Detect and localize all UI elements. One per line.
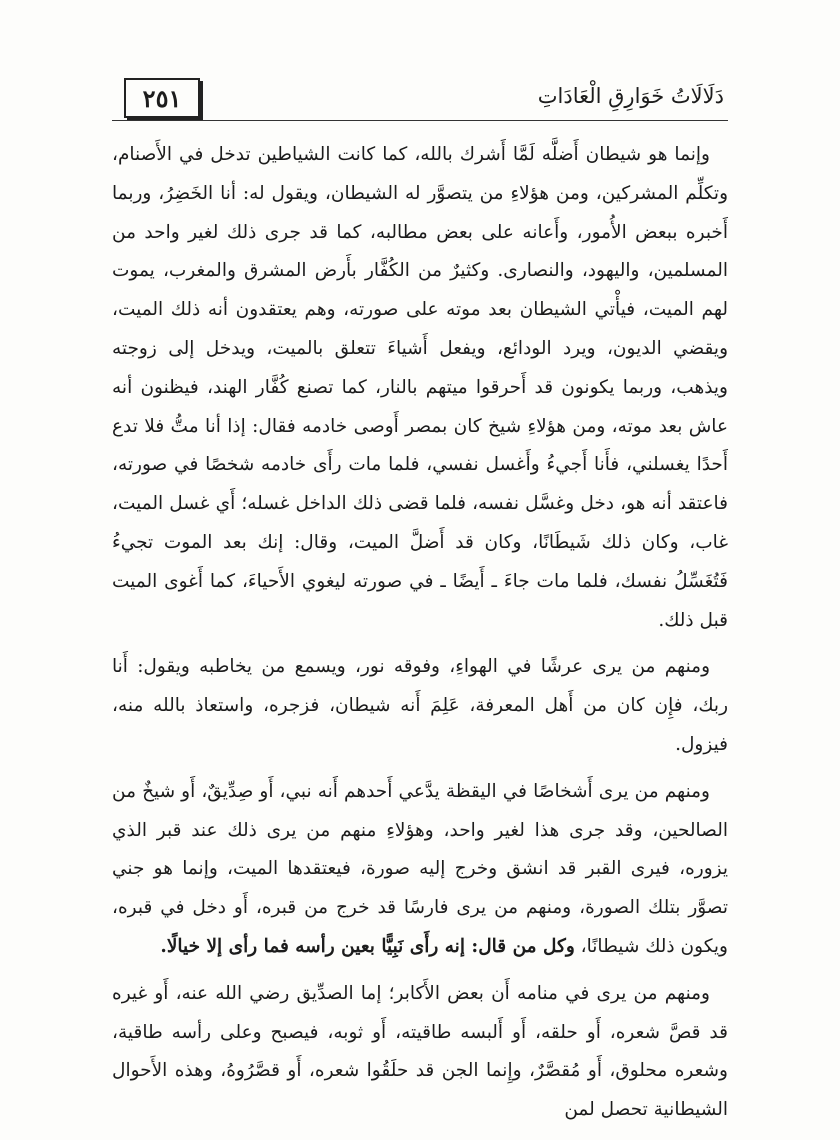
page-number-box	[124, 78, 200, 118]
paragraph-2: ومنهم من يرى عرشًا في الهواءِ، وفوقه نور، ويسمع من يخاطبه ويقول: أَنا ربك، فإِن كان من أَهل المعرفة، عَلِمَ أَنه شيطان، فزجره، واستعاذ بالله منه، فيزول.	[112, 656, 728, 755]
paragraph-3-bold-statement: وكل من قال: إنه رأَى نَبِيًّا بعين رأسه فما رأى إلا خيالًا.	[160, 935, 575, 957]
paragraph-3	[112, 773, 728, 967]
running-title: دَلَالَاتُ خَوَارِقِ الْعَادَاتِ	[537, 84, 724, 108]
paragraph-4: ومنهم من يرى في منامه أَن بعض الأَكابر؛ إما الصدِّيق رضي الله عنه، أَو غيره قد قصَّ شعره، أَو حلقه، أَو أَلبسه طاقيته، أَو ثوبه، فيصبح وعلى رأسه طاقية، وشعره محلوق، أَو مُقصَّرٌ، وإِنما الجن قد حلَقُوا شعره، أَو قصَّرُوهُ، وهذه الأَحوال الشيطانية تحصل لمن	[112, 982, 728, 1121]
page-body	[112, 136, 728, 1130]
paragraph-3-text: ومنهم من يرى أَشخاصًا في اليقظة يدَّعي أَحدهم أَنه نبي، أَو صِدِّيقٌ، أَو شيخٌ من الصالحين، وقد جرى هذا لغير واحد، وهؤلاءِ منهم من يرى ذلك عند قبر الذي يزوره، فيرى القبر قد انشق وخرج إليه صورة، فيعتقدها الميت، وإنما هو جني تصوَّر بتلك الصورة، ومنهم من يرى فارسًا قد خرج من قبره، أَو دخل في قبره، ويكون ذلك شيطانًا،	[112, 780, 728, 957]
paragraph-1: وإنما هو شيطان أَضلَّه لَمَّا أَشرك بالله، كما كانت الشياطين تدخل في الأَصنام، وتكلِّم المشركين، ومن هؤلاءِ من يتصوَّر له الشيطان، ويقول له: أنا الخَضِرُ، وربما أَخبره ببعض الأُمور، وأَعانه على بعض مطالبه، كما قد جرى ذلك لغير واحد من المسلمين، واليهود، والنصارى. وكثيرٌ من الكُفَّار بأَرض المشرق والمغرب، يموت لهم الميت، فيأْتي الشيطان بعد موته على صورته، وهم يعتقدون أنه ذلك الميت، ويقضي الديون، ويرد الودائع، ويفعل أَشياءَ تتعلق بالميت، ويدخل إلى زوجته ويذهب، وربما يكونون قد أَحرقوا ميتهم بالنار، كما تصنع كُفَّار الهند، فيظنون أنه عاش بعد موته، ومن هؤلاءِ شيخ كان بمصر أَوصى خادمه فقال: إذا أنا متُّ فلا تدع أَحدًا يغسلني، فأَنا أَجيءُ وأَغسل نفسي، فلما مات رأَى خادمه شخصًا في صورته، فاعتقد أنه هو، دخل وغسَّل نفسه، فلما قضى ذلك الداخل غسله؛ أَي غسل الميت، غاب، وكان ذلك شَيطَانًا، وكان قد أَضلَّ الميت، وقال: إنك بعد الموت تجيءُ فَتُغَسِّلُ نفسك، فلما مات جاءَ ـ أَيضًا ـ في صورته ليغوي الأَحياءَ، كما أَغوى الميت قبل ذلك.	[112, 144, 728, 631]
header-rule	[112, 120, 728, 121]
page-number: ٢٥١	[142, 83, 182, 113]
page-header	[112, 70, 728, 126]
